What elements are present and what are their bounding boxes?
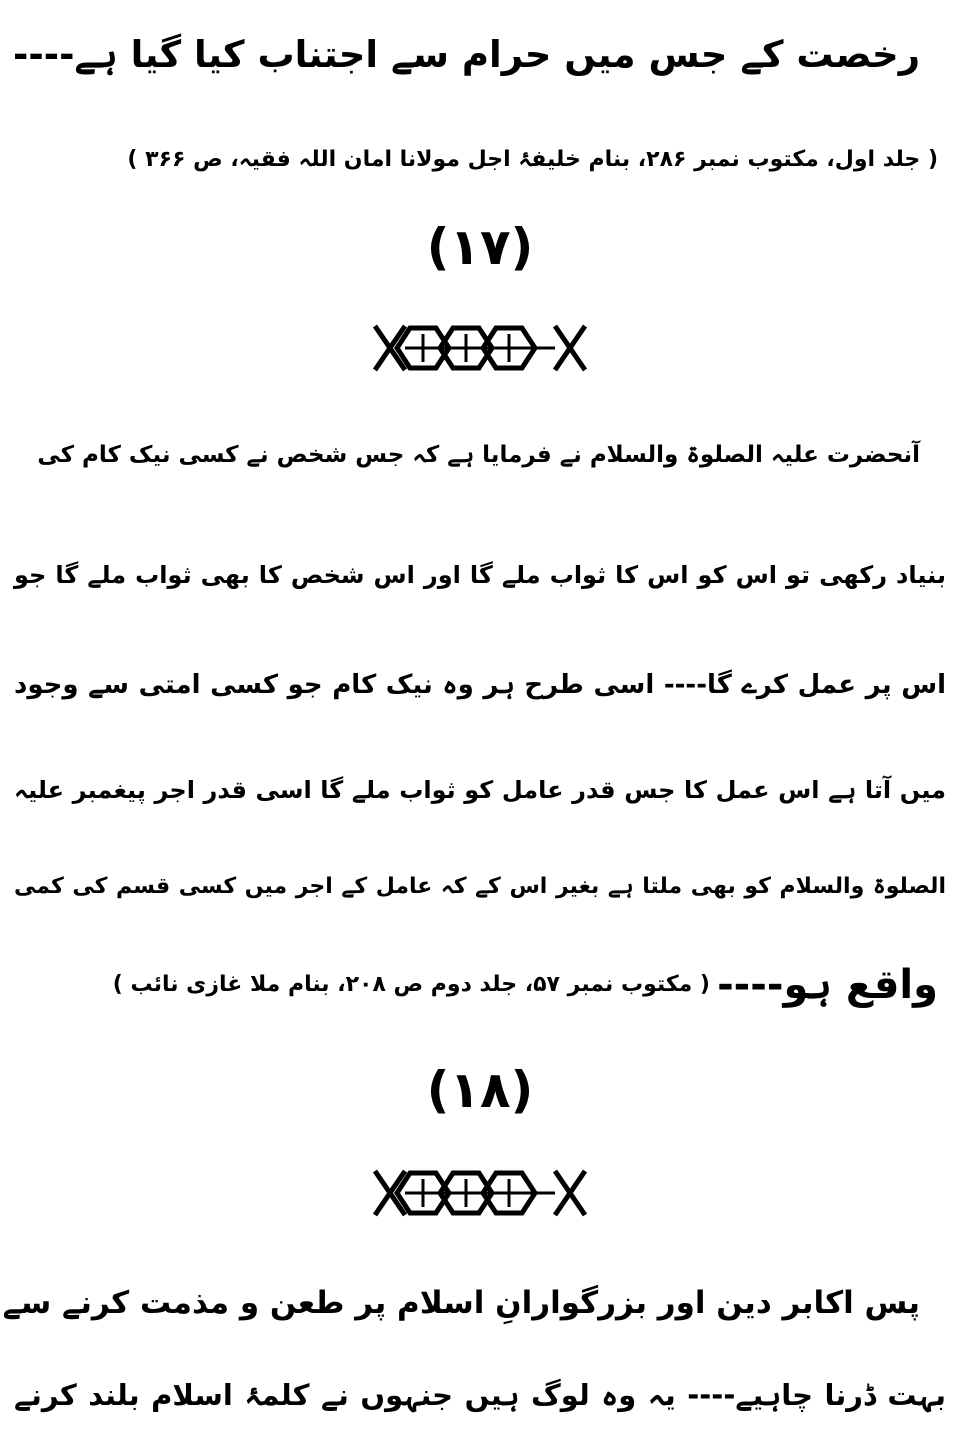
paragraph-17-line-3: اس پر عمل کرے گا---- اسی طرح ہر وہ نیک کام جو کسی امتی سے وجود xyxy=(14,670,946,700)
star-band-ornament-icon xyxy=(370,1165,590,1221)
paragraph-17-line-5: الصلوۃ والسلام کو بھی ملتا ہے بغیر اس کے کہ عامل کے اجر میں کسی قسم کی کمی xyxy=(14,874,946,899)
star-band-ornament-icon xyxy=(370,320,590,376)
paragraph-18-line-1: پس اکابر دین اور بزرگوارانِ اسلام پر طعن و مذمت کرنے سے xyxy=(2,1285,920,1321)
paragraph-17-line-4: میں آتا ہے اس عمل کا جس قدر عامل کو ثواب ملے گا اسی قدر اجر پیغمبر علیہ xyxy=(14,776,946,804)
reference-note-2: ( مکتوب نمبر ۵۷، جلد دوم ص ۲۰۸، بنام ملا غازی نائب ) xyxy=(112,972,710,997)
paragraph-18-line-2: بہت ڈرنا چاہیے---- یہ وہ لوگ ہیں جنہوں نے کلمۂ اسلام بلند کرنے xyxy=(14,1378,946,1412)
section-17-number: (۱۷) xyxy=(426,218,534,276)
section-18-number: (۱۸) xyxy=(426,1061,534,1119)
paragraph-17-line-1: آنحضرت علیہ الصلوۃ والسلام نے فرمایا ہے کہ جس شخص نے کسی نیک کام کی xyxy=(37,442,920,468)
paragraph-17-line-2: بنیاد رکھی تو اس کو اس کا ثواب ملے گا اور اس شخص کا بھی ثواب ملے گا جو xyxy=(14,561,946,589)
paragraph-17-last-line: واقع ہو---- xyxy=(717,962,938,1008)
top-line: رخصت کے جس میں حرام سے اجتناب کیا گیا ہے---- xyxy=(13,33,920,76)
reference-note-1: ( جلد اول، مکتوب نمبر ۲۸۶، بنام خلیفۂ اجل مولانا امان اللہ فقیہ، ص ۳۶۶ ) xyxy=(127,147,938,172)
